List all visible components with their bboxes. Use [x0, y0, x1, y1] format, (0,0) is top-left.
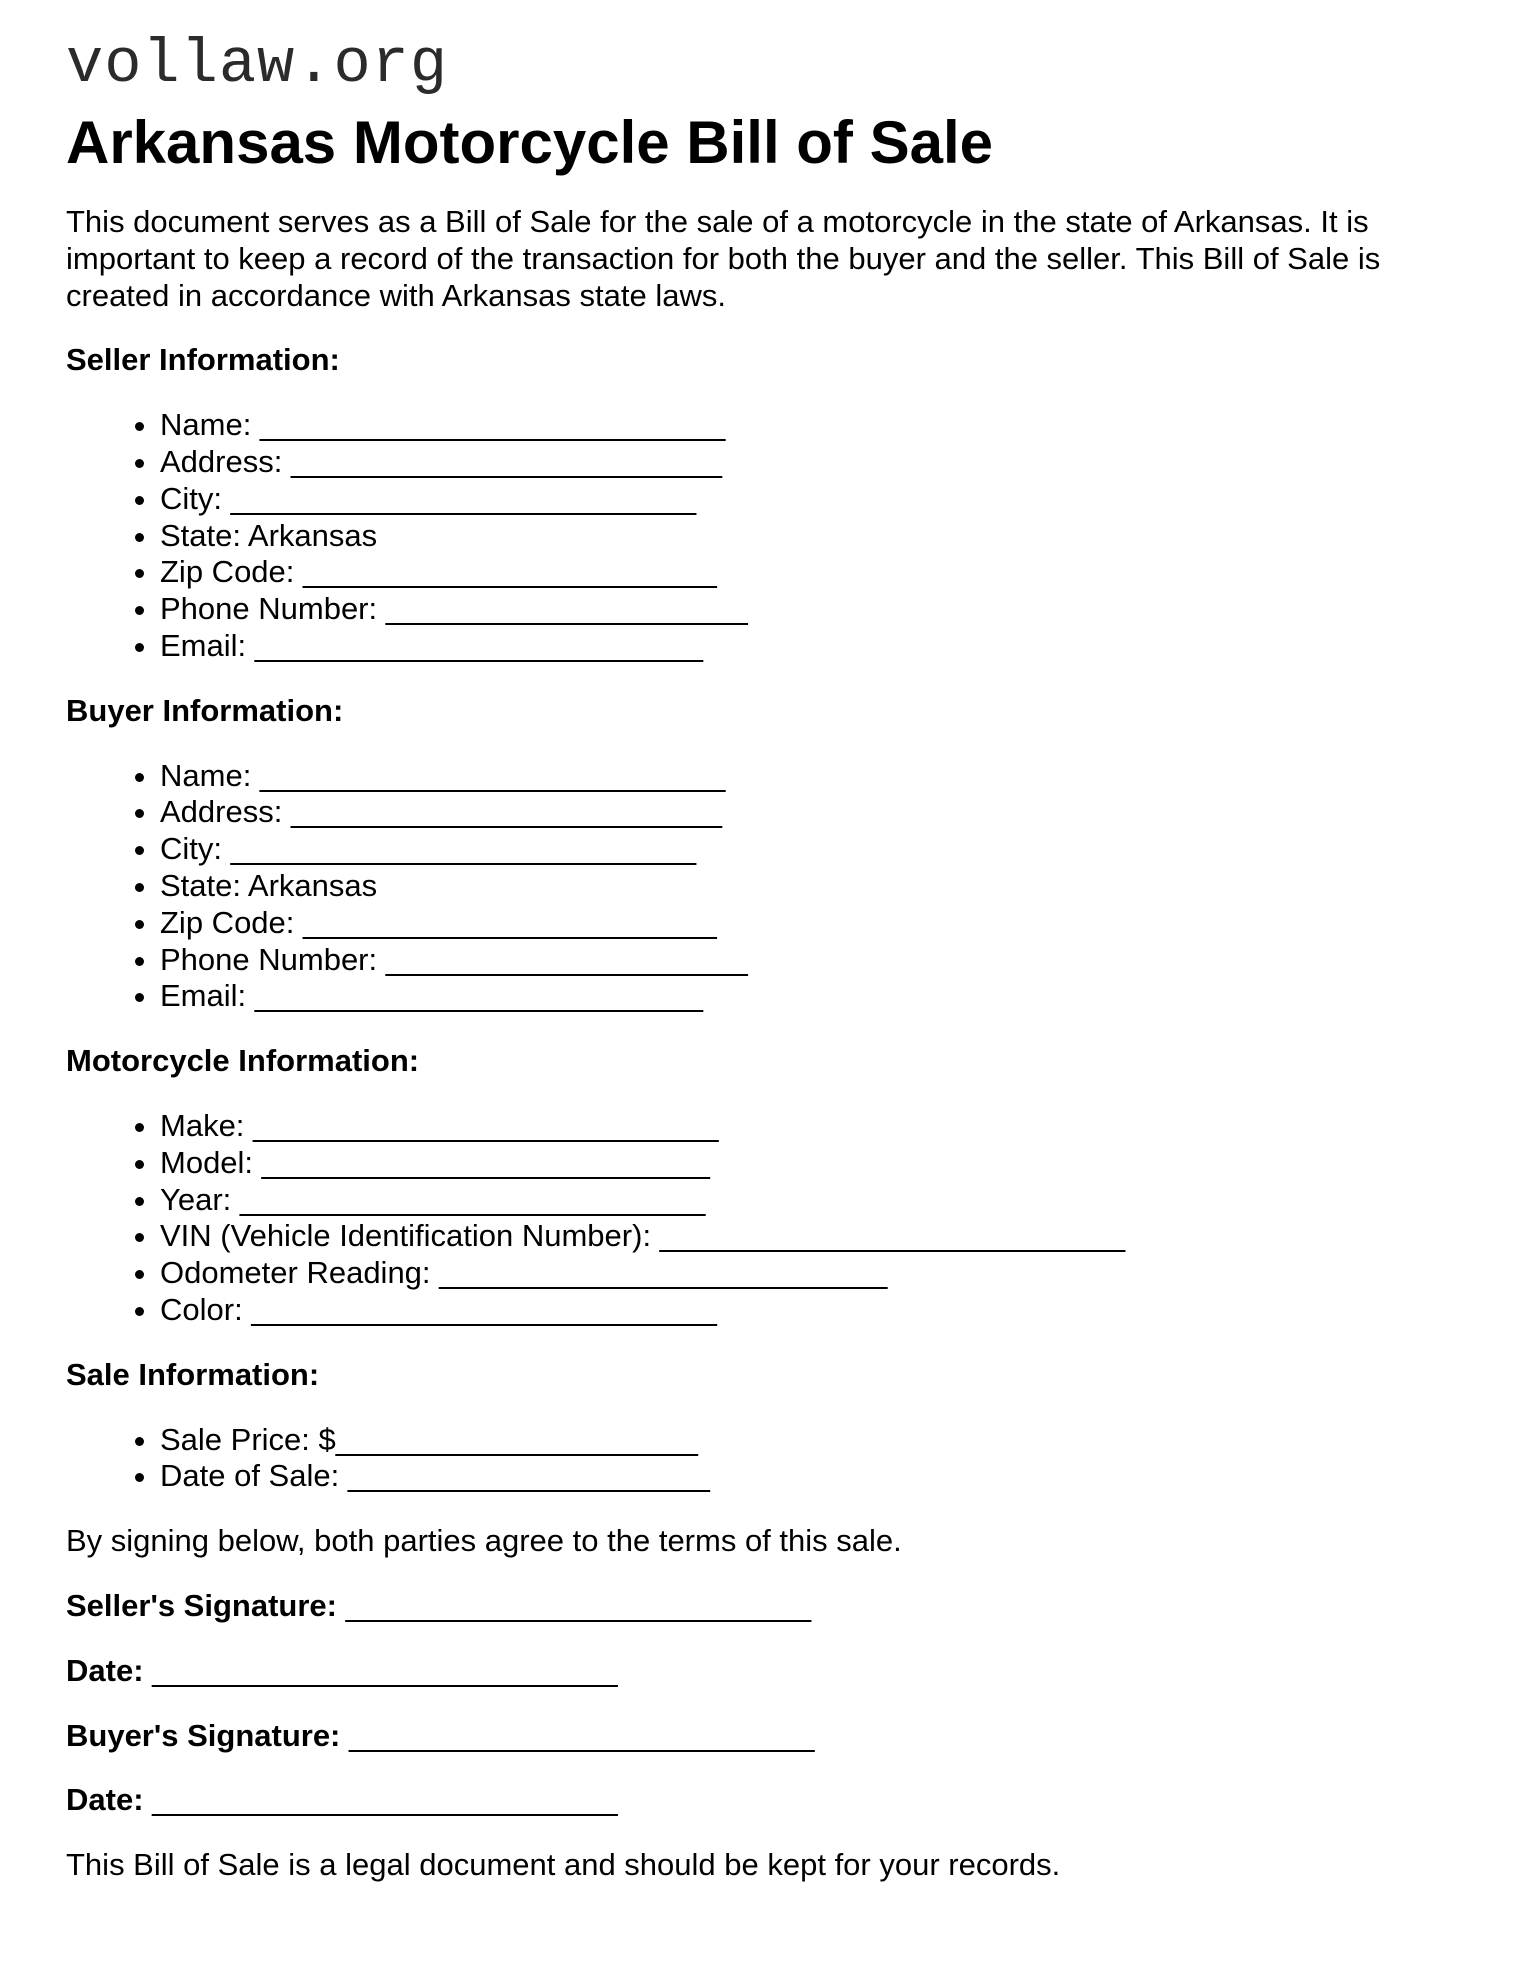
field-buyer-name — [160, 758, 1452, 795]
field-buyer-phone — [160, 942, 1452, 979]
field-label: Email: — [160, 978, 247, 1014]
blank-line: __________________________ — [246, 978, 704, 1014]
blank-line: ___________________________ — [143, 1652, 618, 1688]
section-seller — [66, 342, 1452, 664]
page-title: Arkansas Motorcycle Bill of Sale — [66, 109, 994, 176]
blank-line: ___________________________ — [222, 480, 697, 516]
blank-line: ___________________________ — [231, 1181, 706, 1217]
footer-note: This Bill of Sale is a legal document and should be kept for your records. — [66, 1847, 1061, 1883]
blank-line: _____________________ — [377, 941, 748, 977]
blank-line: ___________________________ — [251, 757, 726, 793]
seller-date-label: Date: — [66, 1652, 144, 1688]
field-label: Address: — [160, 443, 283, 479]
field-label: Color: — [160, 1291, 243, 1327]
sale-fields-list — [66, 1422, 1452, 1496]
buyer-date-label: Date: — [66, 1782, 144, 1818]
field-model — [160, 1145, 1452, 1182]
field-seller-zip — [160, 554, 1452, 591]
field-seller-email — [160, 628, 1452, 665]
field-label: Phone Number: — [160, 591, 378, 627]
buyer-fields-list — [66, 758, 1452, 1016]
field-label: State: — [160, 867, 241, 903]
field-label: State: — [160, 517, 241, 553]
field-label: City: — [160, 480, 222, 516]
field-label: Date of Sale: — [160, 1458, 340, 1494]
buyer-signature-label: Buyer's Signature: — [66, 1717, 341, 1753]
field-sale-price — [160, 1422, 1452, 1459]
field-label: Odometer Reading: — [160, 1255, 431, 1291]
blank-line: __________________________ — [430, 1255, 888, 1291]
field-label: Year: — [160, 1181, 232, 1217]
field-label: Zip Code: — [160, 554, 295, 590]
intro-paragraph: This document serves as a Bill of Sale for the sale of a motorcycle in the state of Arkansas. It is important to keep a record of the transaction for both the buyer and the seller. This Bill of Sale is created in accordance with Arkansas state laws. — [66, 204, 1381, 313]
field-buyer-address — [160, 794, 1452, 831]
seller-date-line — [66, 1653, 1452, 1690]
blank-line: _________________________ — [282, 794, 722, 830]
field-buyer-state — [160, 868, 1452, 905]
blank-line: ___________________________ — [222, 831, 697, 867]
field-label: Sale Price: $ — [160, 1421, 336, 1457]
blank-line: _____________________ — [377, 591, 748, 627]
field-value: Arkansas — [241, 517, 378, 553]
section-sale — [66, 1357, 1452, 1495]
blank-line: __________________________ — [253, 1144, 710, 1180]
field-label: VIN (Vehicle Identification Number): — [160, 1218, 652, 1254]
section-buyer — [66, 693, 1452, 1015]
field-color — [160, 1292, 1452, 1329]
section-heading-sale: Sale Information: — [66, 1356, 320, 1392]
blank-line: ___________________________ — [336, 1587, 812, 1623]
section-heading-buyer: Buyer Information: — [66, 692, 344, 728]
field-buyer-city — [160, 831, 1452, 868]
field-seller-state — [160, 518, 1452, 555]
field-buyer-email — [160, 978, 1452, 1015]
blank-line: ___________________________ — [242, 1291, 717, 1327]
field-label: Model: — [160, 1144, 254, 1180]
field-label: City: — [160, 831, 222, 867]
buyer-signature-line — [66, 1718, 1452, 1755]
blank-line: _________________________ — [282, 443, 722, 479]
field-seller-city — [160, 481, 1452, 518]
field-label: Name: — [160, 757, 252, 793]
agreement-paragraph: By signing below, both parties agree to the terms of this sale. — [66, 1523, 902, 1559]
field-seller-phone — [160, 591, 1452, 628]
blank-line: ________________________ — [294, 904, 717, 940]
field-label: Phone Number: — [160, 941, 378, 977]
buyer-date-line — [66, 1782, 1452, 1819]
blank-line: _____________________ — [335, 1421, 698, 1457]
motorcycle-fields-list — [66, 1108, 1452, 1329]
field-label: Make: — [160, 1107, 245, 1143]
blank-line: ___________________________ — [651, 1218, 1126, 1254]
field-label: Zip Code: — [160, 904, 295, 940]
seller-signature-label: Seller's Signature: — [66, 1587, 337, 1623]
field-odometer — [160, 1255, 1452, 1292]
field-buyer-zip — [160, 905, 1452, 942]
field-value: Arkansas — [241, 867, 378, 903]
blank-line: _____________________ — [339, 1458, 710, 1494]
blank-line: ________________________ — [294, 554, 717, 590]
field-year — [160, 1182, 1452, 1219]
seller-fields-list — [66, 407, 1452, 665]
site-logo: vollaw.org — [66, 29, 449, 100]
field-make — [160, 1108, 1452, 1145]
field-seller-name — [160, 407, 1452, 444]
blank-line: __________________________ — [246, 627, 704, 663]
field-seller-address — [160, 444, 1452, 481]
field-date-of-sale — [160, 1458, 1452, 1495]
field-label: Name: — [160, 407, 252, 443]
section-heading-motorcycle: Motorcycle Information: — [66, 1043, 420, 1079]
blank-line: ___________________________ — [244, 1107, 719, 1143]
field-label: Email: — [160, 627, 247, 663]
seller-signature-line — [66, 1588, 1452, 1625]
field-vin — [160, 1218, 1452, 1255]
blank-line: ___________________________ — [143, 1782, 618, 1818]
section-motorcycle — [66, 1043, 1452, 1329]
blank-line: ___________________________ — [251, 407, 726, 443]
section-heading-seller: Seller Information: — [66, 342, 340, 378]
field-label: Address: — [160, 794, 283, 830]
blank-line: ___________________________ — [340, 1717, 815, 1753]
